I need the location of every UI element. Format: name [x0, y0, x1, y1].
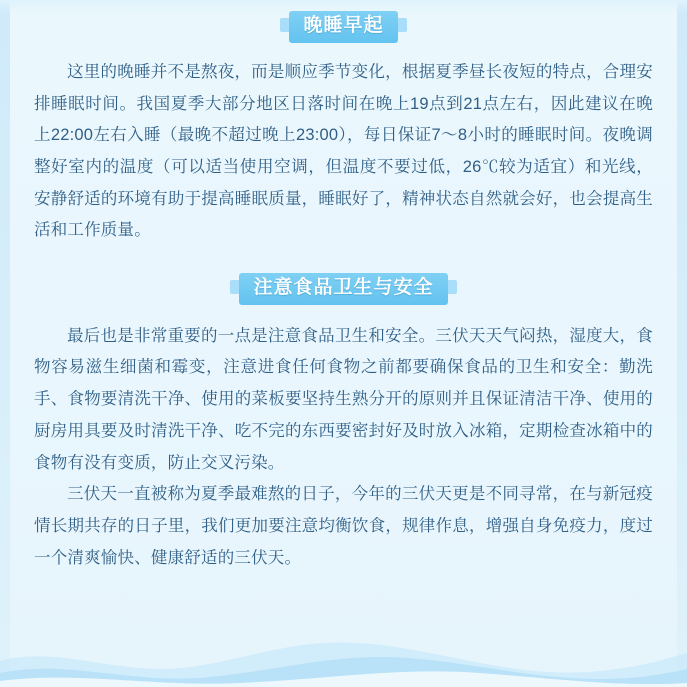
section-2-paragraph-1: 最后也是非常重要的一点是注意食品卫生和安全。三伏天天气闷热，湿度大，食物容易滋生细菌和霉变，注意进食任何食物之前都要确保食品的卫生和安全：勤洗手、食物要清洗干净、使用的菜板要坚持生熟分开的原则并且保证清洁干净、使用的厨房用具要及时清洗干净、吃不完的东西要密封好及时放入冰箱，定期检查冰箱中的食物有没有变质，防止交叉污染。	[34, 326, 653, 472]
section-heading-1: 晚睡早起	[289, 11, 397, 43]
section-2-paragraph-2: 三伏天一直被称为夏季最难熬的日子，今年的三伏天更是不同寻常，在与新冠疫情长期共存的日子里，我们更加要注意均衡饮食，规律作息，增强自身免疫力，度过一个清爽愉快、健康舒适的三伏天。	[34, 485, 653, 567]
section-heading-2: 注意食品卫生与安全	[239, 273, 447, 305]
bottom-wave-decoration	[0, 627, 687, 687]
section-1-paragraph-1: 这里的晚睡并不是熬夜，而是顺应季节变化，根据夏季昼长夜短的特点，合理安排睡眠时间。我国夏季大部分地区日落时间在晚上19点到21点左右，因此建议在晚上22:00左右入睡（最晚不超过晚上23:00），每日保证7～8小时的睡眠时间。夜晚调整好室内的温度（可以适当使用空调，但温度不要过低，26℃较为适宜）和光线，安静舒适的环境有助于提高睡眠质量，睡眠好了，精神状态自然就会好，也会提高生活和工作质量。	[34, 62, 653, 240]
article-content	[0, 11, 687, 574]
section-heading-wrap-2	[34, 273, 653, 305]
section-heading-wrap-1	[34, 11, 653, 43]
